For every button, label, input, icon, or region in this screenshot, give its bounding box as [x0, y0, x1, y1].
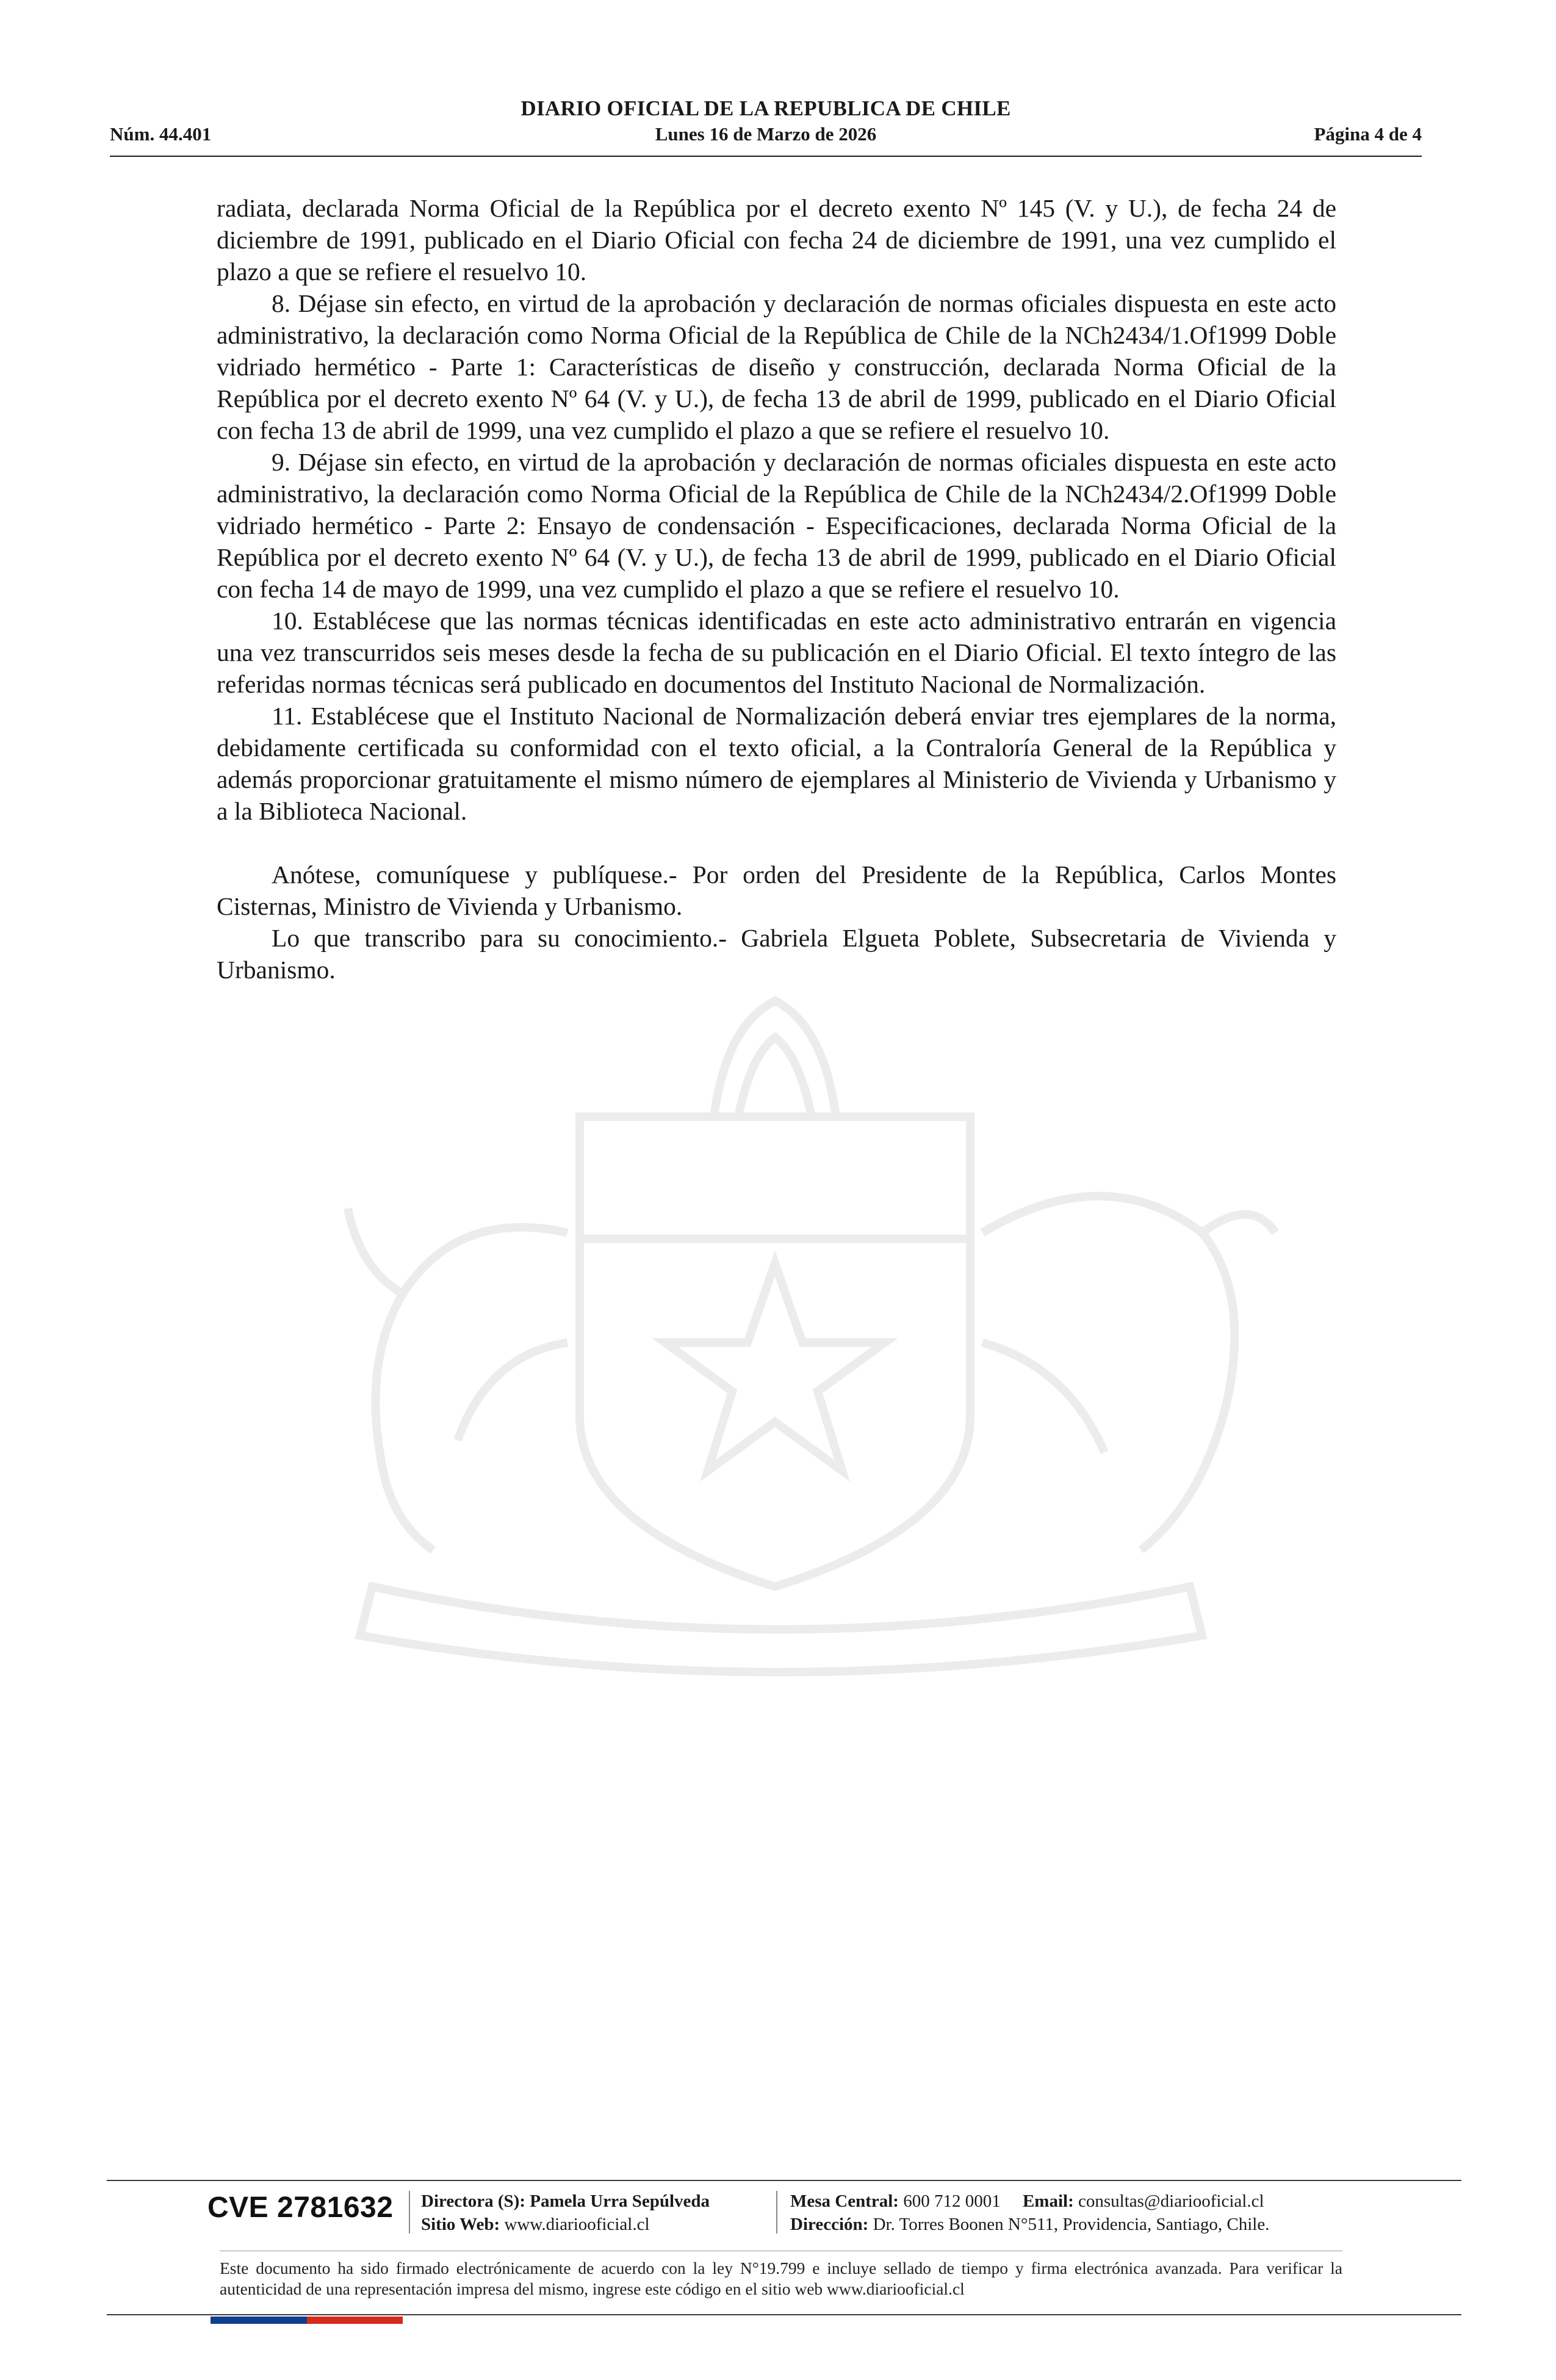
email-link[interactable]: consultas@diariooficial.cl — [1078, 2191, 1264, 2211]
footer-divider-top — [107, 2180, 1461, 2181]
website-label: Sitio Web: — [421, 2215, 500, 2234]
director-name: Pamela Urra Sepúlveda — [530, 2191, 710, 2211]
footer-separator — [776, 2191, 777, 2234]
page-header — [110, 96, 1422, 157]
email-label: Email: — [1022, 2191, 1074, 2211]
document-body — [217, 192, 1336, 986]
footer-contact-block — [790, 2190, 1269, 2236]
paragraph-continuation: radiata, declarada Norma Oficial de la República por el decreto exento Nº 145 (V. y U.), de fecha 24 de diciembre de 1991, publicado en el Diario Oficial con fecha 24 de diciembre de 1991, una vez cumplido el plazo a que se refiere el resuelvo 10. — [217, 194, 1336, 286]
phone-label: Mesa Central: — [790, 2191, 899, 2211]
closing-paragraph: Anótese, comuníquese y publíquese.- Por orden del Presidente de la República, Carlos Montes Cisternas, Ministro de Vivienda y Urbanismo. — [217, 860, 1336, 920]
motto-ribbon — [360, 1587, 1202, 1672]
website-link[interactable]: www.diariooficial.cl — [504, 2215, 650, 2234]
footer-director-block — [421, 2190, 710, 2236]
flag-red-segment — [307, 2317, 403, 2324]
paragraph-resuelvo-8: 8. Déjase sin efecto, en virtud de la aprobación y declaración de normas oficiales dispuesta en este acto administrativo, la declaración como Norma Oficial de la República de Chile de la NCh2434/1.Of1999 Doble vidriado hermético - Parte 1: Características de diseño y construcción, declarada Norma Oficial de la República por el decreto exento Nº 64 (V. y U.), de fecha 13 de abril de 1999, publicado en el Diario Oficial con fecha 13 de abril de 1999, una vez cumplido el plazo a que se refiere el resuelvo 10. — [217, 289, 1336, 444]
paragraph-resuelvo-11: 11. Establécese que el Instituto Nacional de Normalización deberá enviar tres ejemplares de la norma, debidamente certificada su conformidad con el texto oficial, a la Contraloría General de la República y además proporcionar gratuitamente el mismo número de ejemplares al Ministerio de Vivienda y Urbanismo y a la Biblioteca Nacional. — [217, 702, 1336, 825]
legal-notice: Este documento ha sido firmado electrónicamente de acuerdo con la ley N°19.799 e incluye sellado de tiempo y firma electrónica avanzada. Para verificar la autenticidad de una representación impresa del mismo, ingrese este código en el sitio web www.diariooficial.cl — [220, 2259, 1342, 2298]
cve-code: CVE 2781632 — [207, 2191, 394, 2224]
paragraph-resuelvo-10: 10. Establécese que las normas técnicas identificadas en este acto administrativo entrarán en vigencia una vez transcurridos seis meses desde la fecha de su publicación en el Diario Oficial. El texto íntegro de las referidas normas técnicas será publicado en documentos del Instituto Nacional de Normalización. — [217, 607, 1336, 698]
huemul-figure — [348, 1208, 567, 1550]
issue-date: Lunes 16 de Marzo de 2026 — [655, 123, 877, 145]
address-label: Dirección: — [790, 2215, 869, 2234]
flag-blue-segment — [211, 2317, 307, 2324]
newspaper-title: DIARIO OFICIAL DE LA REPUBLICA DE CHILE — [520, 96, 1011, 120]
header-divider — [110, 156, 1422, 157]
phone-number: 600 712 0001 — [903, 2191, 1001, 2211]
issue-number: Núm. 44.401 — [110, 123, 212, 145]
address-text: Dr. Torres Boonen N°511, Providencia, Santiago, Chile. — [873, 2215, 1270, 2234]
page-number: Página 4 de 4 — [1314, 123, 1422, 145]
shield-shape — [580, 1117, 970, 1587]
flag-color-bar — [211, 2317, 403, 2324]
star-emblem — [665, 1263, 885, 1471]
footer-divider-bottom — [107, 2314, 1461, 2315]
condor-figure — [982, 1196, 1275, 1550]
plume-crest — [714, 1001, 836, 1117]
paragraph-resuelvo-9: 9. Déjase sin efecto, en virtud de la aprobación y declaración de normas oficiales dispuesta en este acto administrativo, la declaración como Norma Oficial de la República de Chile de la NCh2434/2.Of1999 Doble vidriado hermético - Parte 2: Ensayo de condensación - Especificaciones, declarada Norma Oficial de la República por el decreto exento Nº 64 (V. y U.), de fecha 13 de abril de 1999, publicado en el Diario Oficial con fecha 14 de mayo de 1999, una vez cumplido el plazo a que se refiere el resuelvo 10. — [217, 448, 1336, 603]
director-label: Directora (S): — [421, 2191, 525, 2211]
coat-of-arms-watermark — [201, 976, 1361, 1678]
footer-separator — [409, 2191, 410, 2234]
transcription-paragraph: Lo que transcribo para su conocimiento.- Gabriela Elgueta Poblete, Subsecretaria de Vivienda y Urbanismo. — [217, 924, 1336, 984]
